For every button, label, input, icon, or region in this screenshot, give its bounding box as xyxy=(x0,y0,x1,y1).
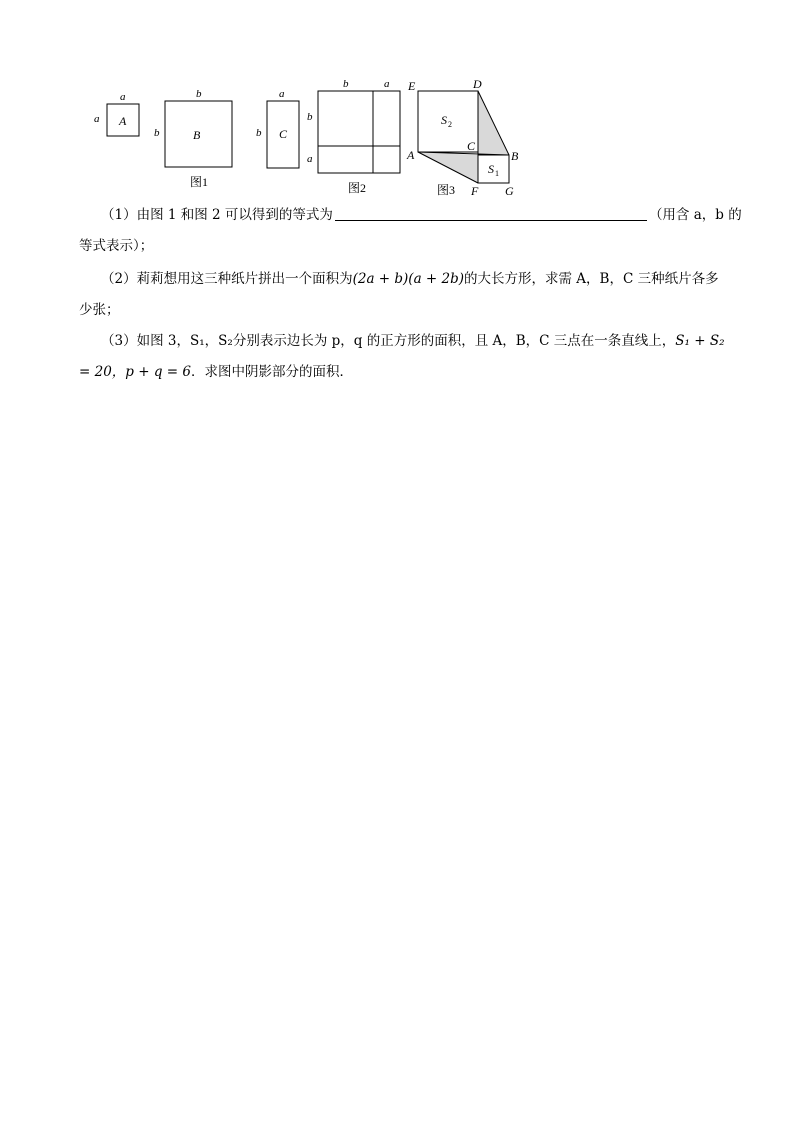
question-2-suffix: 的大长方形，求需 A，B，C 三种纸片各多 xyxy=(464,271,719,287)
figure-3 xyxy=(406,77,519,198)
point-e-label: E xyxy=(408,79,416,93)
card-c-left-side: b xyxy=(256,127,262,139)
figures-area xyxy=(0,0,794,210)
question-3-line-2 xyxy=(79,357,751,388)
s2-subscript: 2 xyxy=(448,120,452,129)
point-g-label: G xyxy=(505,184,514,198)
figure-2-top-b: b xyxy=(343,78,349,90)
figure-1-caption: 图1 xyxy=(190,175,209,189)
point-d-label: D xyxy=(473,77,482,91)
question-3-separator: ， xyxy=(204,333,219,349)
question-2-line-1 xyxy=(79,264,751,295)
card-c-top-side: a xyxy=(279,88,285,100)
s2-label: S xyxy=(441,113,447,127)
figure-2-top-a: a xyxy=(384,78,390,90)
question-1 xyxy=(79,200,751,262)
question-1-line-2: 等式表示）； xyxy=(79,238,154,254)
question-3 xyxy=(79,326,751,388)
figure-2-left-b: b xyxy=(307,111,313,123)
question-2-line-2: 少张； xyxy=(79,302,120,318)
question-1-prefix: （1）由图 1 和图 2 可以得到的等式为 xyxy=(101,207,333,223)
point-a-label: A xyxy=(407,148,415,162)
figure-1 xyxy=(94,88,299,189)
question-2 xyxy=(79,264,751,326)
point-c-label: C xyxy=(467,139,476,153)
point-f-label: F xyxy=(471,184,479,198)
question-1-answer-blank[interactable] xyxy=(335,206,647,221)
card-b-label: B xyxy=(193,128,201,142)
figure-2 xyxy=(307,78,400,195)
figure-3-caption: 图3 xyxy=(437,183,456,197)
card-c-label: C xyxy=(279,127,288,141)
figure-2-outer-square xyxy=(318,91,400,173)
question-3-middle: 分别表示边长为 p，q 的正方形的面积，且 A，B，C 三点在一条直线上， xyxy=(232,333,676,349)
s1-subscript: 1 xyxy=(495,169,499,178)
question-1-suffix: （用含 a，b 的 xyxy=(648,207,742,223)
card-a-top-side: a xyxy=(120,91,126,103)
card-a-label: A xyxy=(119,114,127,128)
question-1-line-1 xyxy=(79,200,751,231)
question-2-prefix: （2）莉莉想用这三种纸片拼出一个面积为 xyxy=(101,271,353,287)
question-3-s2: S₂ xyxy=(218,333,233,349)
card-b-top-side: b xyxy=(196,88,202,100)
question-3-task: ．求图中阴影部分的面积． xyxy=(190,364,353,380)
card-b-left-side: b xyxy=(154,127,160,139)
s1-label: S xyxy=(488,162,494,176)
question-3-prefix: （3）如图 3， xyxy=(101,333,190,349)
question-3-s1: S₁ xyxy=(189,333,205,349)
question-3-line-1 xyxy=(79,326,751,357)
card-a-left-side: a xyxy=(94,113,100,125)
question-3-conditions: = 20，p + q = 6 xyxy=(79,364,191,380)
figure-2-left-a: a xyxy=(307,153,313,165)
figure-2-caption: 图2 xyxy=(348,181,367,195)
question-2-expression: (2a + b)(a + 2b) xyxy=(352,271,465,287)
question-3-sum-expression: S₁ + S₂ xyxy=(675,333,725,349)
point-b-label: B xyxy=(511,149,519,163)
